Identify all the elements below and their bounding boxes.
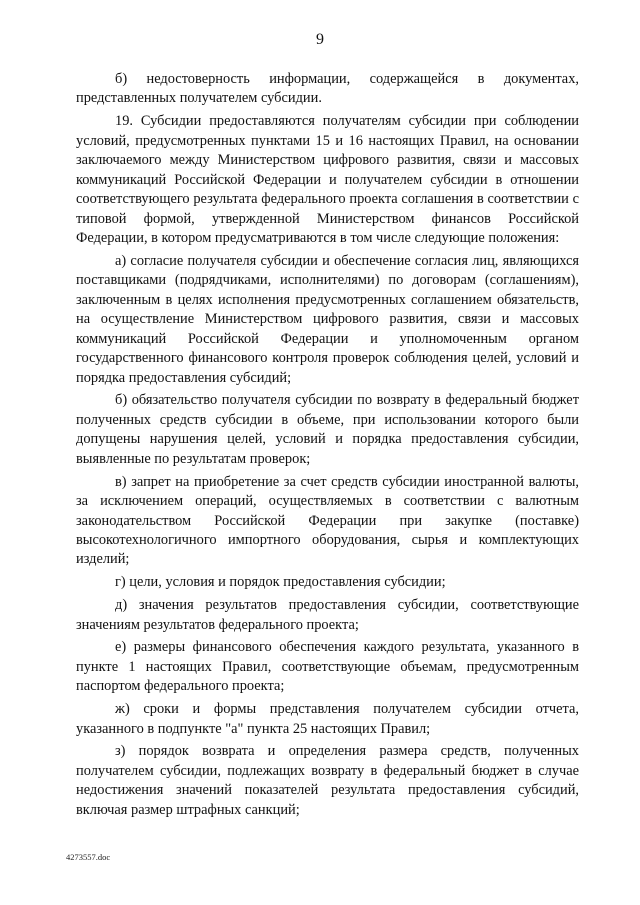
page-number: 9 [316,31,324,48]
footer-filename: 4273557.doc [66,852,111,862]
paragraph-zh-report-deadlines: ж) сроки и формы представления получателем субсидии отчета, указанного в подпункте "а" пункта 25 настоящих Правил; [76,701,579,737]
paragraph-g-goals-conditions: г) цели, условия и порядок предоставления субсидии; [115,574,446,591]
paragraph-b-refund-obligation: б) обязательство получателя субсидии по возврату в федеральный бюджет полученных средств субсидии в объеме, при использовании которого были допущены нарушения целей, условий и порядка предоставления субсидии, выявленные по результатам проверок; [76,392,579,467]
paragraph-19-subsidy-agreement: 19. Субсидии предоставляются получателям субсидии при соблюдении условий, предусмотренных пунктами 15 и 16 настоящих Правил, на основании заключаемого между Министерством цифрового развития, связи и массовых коммуникаций Российской Федерации и получателем субсидии в отношении соответствующего результата федерального проекта соглашения в соответствии с типовой формой, утвержденной Министерством финансов Российской Федерации, в котором предусматриваются в том числе следующие положения: [76,113,579,247]
paragraph-a-consent: а) согласие получателя субсидии и обеспечение согласия лиц, являющихся поставщиками (подрядчиками, исполнителями) по договорам (соглашениям), заключенным в целях исполнения предусмотренных соглашением обязательств, на осуществление Министерством цифрового развития, связи и массовых коммуникаций Российской Федерации и уполномоченным органом государственного финансового контроля проверок соблюдения целей, условий и порядка предоставления субсидий; [76,252,579,386]
paragraph-v-currency-ban: в) запрет на приобретение за счет средств субсидии иностранной валюты, за исключением операций, осуществляемых в соответствии с валютным законодательством Российской Федерации при закупке (поставке) высокотехнологичного импортного оборудования, сырья и комплектующих изделий; [76,473,579,568]
document-body [76,70,579,824]
paragraph-z-refund-procedure: з) порядок возврата и определения размера средств, полученных получателем субсидии, подлежащих возврату в федеральный бюджет в случае недостижения значений показателей результата предоставления субсидий, включая размер штрафных санкций; [76,743,579,818]
paragraph-b-unreliable-info: б) недостоверность информации, содержащейся в документах, представленных получателем субсидии. [76,71,579,107]
paragraph-d-result-values: д) значения результатов предоставления субсидии, соответствующие значениям результатов федерального проекта; [76,597,579,633]
paragraph-e-financing-amounts: е) размеры финансового обеспечения каждого результата, указанного в пункте 1 настоящих Правил, соответствующие объемам, предусмотренным паспортом федерального проекта; [76,639,579,695]
